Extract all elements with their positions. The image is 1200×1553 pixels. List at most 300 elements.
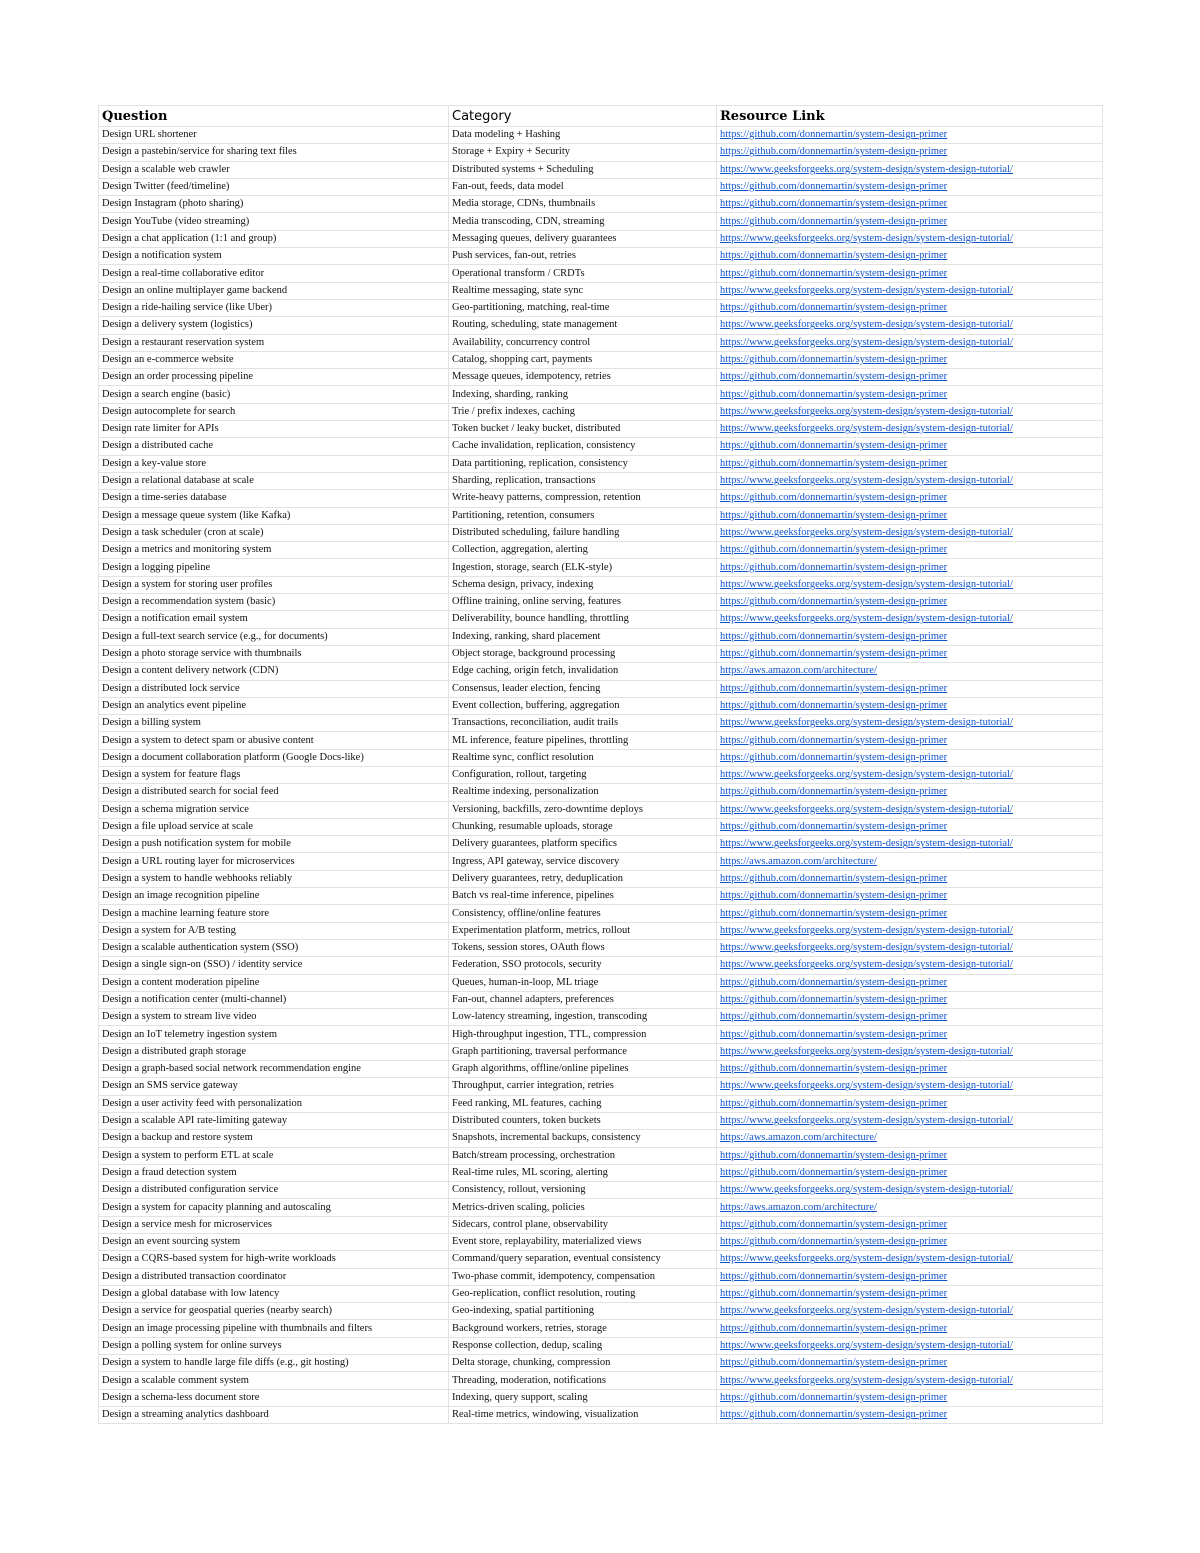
question-cell[interactable]: Design a distributed graph storage xyxy=(99,1043,449,1060)
resource-link-cell[interactable] xyxy=(717,248,1103,265)
resource-link[interactable]: https://www.geeksforgeeks.org/system-design/system-design-tutorial/ xyxy=(720,1045,1013,1057)
question-cell[interactable]: Design a photo storage service with thumbnails xyxy=(99,645,449,662)
question-cell[interactable]: Design a time-series database xyxy=(99,490,449,507)
resource-link-cell[interactable] xyxy=(717,1130,1103,1147)
question-cell[interactable]: Design a scalable authentication system (SSO) xyxy=(99,939,449,956)
question-cell[interactable]: Design an order processing pipeline xyxy=(99,369,449,386)
question-cell[interactable]: Design a machine learning feature store xyxy=(99,905,449,922)
category-cell[interactable]: Delta storage, chunking, compression xyxy=(449,1355,717,1372)
category-cell[interactable]: Batch vs real-time inference, pipelines xyxy=(449,888,717,905)
category-cell[interactable]: Configuration, rollout, targeting xyxy=(449,766,717,783)
resource-link-cell[interactable] xyxy=(717,645,1103,662)
question-cell[interactable]: Design an image processing pipeline with thumbnails and filters xyxy=(99,1320,449,1337)
resource-link-cell[interactable] xyxy=(717,905,1103,922)
category-cell[interactable]: Event store, replayability, materialized views xyxy=(449,1234,717,1251)
category-cell[interactable]: Write-heavy patterns, compression, retention xyxy=(449,490,717,507)
question-cell[interactable]: Design a system for storing user profiles xyxy=(99,576,449,593)
resource-link-cell[interactable] xyxy=(717,680,1103,697)
resource-link[interactable]: https://github.com/donnemartin/system-design-primer xyxy=(720,596,948,608)
category-cell[interactable]: Fan-out, feeds, data model xyxy=(449,178,717,195)
question-cell[interactable]: Design a distributed transaction coordinator xyxy=(99,1268,449,1285)
resource-link-cell[interactable] xyxy=(717,299,1103,316)
resource-link-cell[interactable] xyxy=(717,403,1103,420)
resource-link[interactable]: https://github.com/donnemartin/system-design-primer xyxy=(720,907,948,919)
question-cell[interactable]: Design a key-value store xyxy=(99,455,449,472)
resource-link[interactable]: https://www.geeksforgeeks.org/system-design/system-design-tutorial/ xyxy=(720,475,1013,487)
category-cell[interactable]: Data partitioning, replication, consistency xyxy=(449,455,717,472)
category-cell[interactable]: Geo-partitioning, matching, real-time xyxy=(449,299,717,316)
question-cell[interactable]: Design a pastebin/service for sharing text files xyxy=(99,144,449,161)
category-cell[interactable]: Metrics-driven scaling, policies xyxy=(449,1199,717,1216)
question-cell[interactable]: Design a metrics and monitoring system xyxy=(99,542,449,559)
category-cell[interactable]: Command/query separation, eventual consistency xyxy=(449,1251,717,1268)
category-cell[interactable]: Distributed counters, token buckets xyxy=(449,1112,717,1129)
resource-link[interactable]: https://www.geeksforgeeks.org/system-design/system-design-tutorial/ xyxy=(720,1339,1013,1351)
question-cell[interactable]: Design a search engine (basic) xyxy=(99,386,449,403)
category-cell[interactable]: Offline training, online serving, features xyxy=(449,594,717,611)
category-cell[interactable]: Threading, moderation, notifications xyxy=(449,1372,717,1389)
question-cell[interactable]: Design a system for A/B testing xyxy=(99,922,449,939)
question-cell[interactable]: Design a real-time collaborative editor xyxy=(99,265,449,282)
resource-link-cell[interactable] xyxy=(717,178,1103,195)
category-cell[interactable]: Event collection, buffering, aggregation xyxy=(449,697,717,714)
resource-link-cell[interactable] xyxy=(717,1078,1103,1095)
category-cell[interactable]: Graph algorithms, offline/online pipelines xyxy=(449,1061,717,1078)
category-cell[interactable]: Ingestion, storage, search (ELK-style) xyxy=(449,559,717,576)
resource-link[interactable]: https://www.geeksforgeeks.org/system-design/system-design-tutorial/ xyxy=(720,578,1013,590)
resource-link[interactable]: https://github.com/donnemartin/system-design-primer xyxy=(720,371,948,383)
resource-link[interactable]: https://www.geeksforgeeks.org/system-design/system-design-tutorial/ xyxy=(720,284,1013,296)
category-cell[interactable]: Two-phase commit, idempotency, compensation xyxy=(449,1268,717,1285)
column-header-question[interactable]: Question xyxy=(99,106,449,127)
resource-link[interactable]: https://github.com/donnemartin/system-design-primer xyxy=(720,1097,948,1109)
resource-link-cell[interactable] xyxy=(717,144,1103,161)
resource-link-cell[interactable] xyxy=(717,334,1103,351)
resource-link[interactable]: https://github.com/donnemartin/system-design-primer xyxy=(720,734,948,746)
question-cell[interactable]: Design a restaurant reservation system xyxy=(99,334,449,351)
resource-link-cell[interactable] xyxy=(717,818,1103,835)
question-cell[interactable]: Design a recommendation system (basic) xyxy=(99,594,449,611)
resource-link[interactable]: https://github.com/donnemartin/system-design-primer xyxy=(720,544,948,556)
resource-link[interactable]: https://github.com/donnemartin/system-design-primer xyxy=(720,1288,948,1300)
resource-link[interactable]: https://github.com/donnemartin/system-design-primer xyxy=(720,1166,948,1178)
question-cell[interactable]: Design a system for feature flags xyxy=(99,766,449,783)
resource-link-cell[interactable] xyxy=(717,1164,1103,1181)
question-cell[interactable]: Design a polling system for online surveys xyxy=(99,1337,449,1354)
resource-link[interactable]: https://github.com/donnemartin/system-design-primer xyxy=(720,890,948,902)
question-cell[interactable]: Design YouTube (video streaming) xyxy=(99,213,449,230)
resource-link-cell[interactable] xyxy=(717,1061,1103,1078)
resource-link-cell[interactable] xyxy=(717,542,1103,559)
resource-link[interactable]: https://github.com/donnemartin/system-design-primer xyxy=(720,354,948,365)
category-cell[interactable]: Message queues, idempotency, retries xyxy=(449,369,717,386)
question-cell[interactable]: Design a URL routing layer for microservices xyxy=(99,853,449,870)
category-cell[interactable]: Low-latency streaming, ingestion, transcoding xyxy=(449,1009,717,1026)
resource-link-cell[interactable] xyxy=(717,490,1103,507)
question-cell[interactable]: Design a chat application (1:1 and group) xyxy=(99,230,449,247)
question-cell[interactable]: Design Instagram (photo sharing) xyxy=(99,196,449,213)
resource-link[interactable]: https://github.com/donnemartin/system-design-primer xyxy=(720,267,948,279)
category-cell[interactable]: Ingress, API gateway, service discovery xyxy=(449,853,717,870)
question-cell[interactable]: Design an e-commerce website xyxy=(99,351,449,368)
question-cell[interactable]: Design a user activity feed with personalization xyxy=(99,1095,449,1112)
category-cell[interactable]: Delivery guarantees, retry, deduplication xyxy=(449,870,717,887)
resource-link-cell[interactable] xyxy=(717,628,1103,645)
question-cell[interactable]: Design a logging pipeline xyxy=(99,559,449,576)
resource-link-cell[interactable] xyxy=(717,317,1103,334)
resource-link[interactable]: https://www.geeksforgeeks.org/system-design/system-design-tutorial/ xyxy=(720,838,1013,850)
category-cell[interactable]: Trie / prefix indexes, caching xyxy=(449,403,717,420)
resource-link-cell[interactable] xyxy=(717,1337,1103,1354)
resource-link[interactable]: https://www.geeksforgeeks.org/system-design/system-design-tutorial/ xyxy=(720,613,1013,625)
resource-link[interactable]: https://www.geeksforgeeks.org/system-design/system-design-tutorial/ xyxy=(720,1374,1013,1386)
question-cell[interactable]: Design a message queue system (like Kafka) xyxy=(99,507,449,524)
resource-link-cell[interactable] xyxy=(717,507,1103,524)
category-cell[interactable]: Object storage, background processing xyxy=(449,645,717,662)
resource-link-cell[interactable] xyxy=(717,1026,1103,1043)
resource-link-cell[interactable] xyxy=(717,1251,1103,1268)
resource-link[interactable]: https://github.com/donnemartin/system-design-primer xyxy=(720,1063,948,1075)
resource-link[interactable]: https://github.com/donnemartin/system-design-primer xyxy=(720,872,948,884)
resource-link-cell[interactable] xyxy=(717,1406,1103,1423)
resource-link[interactable]: https://github.com/donnemartin/system-design-primer xyxy=(720,993,948,1005)
question-cell[interactable]: Design Twitter (feed/timeline) xyxy=(99,178,449,195)
resource-link-cell[interactable] xyxy=(717,455,1103,472)
question-cell[interactable]: Design an analytics event pipeline xyxy=(99,697,449,714)
resource-link-cell[interactable] xyxy=(717,576,1103,593)
category-cell[interactable]: Partitioning, retention, consumers xyxy=(449,507,717,524)
resource-link-cell[interactable] xyxy=(717,766,1103,783)
category-cell[interactable]: Transactions, reconciliation, audit trails xyxy=(449,715,717,732)
category-cell[interactable]: Geo-indexing, spatial partitioning xyxy=(449,1303,717,1320)
resource-link[interactable]: https://github.com/donnemartin/system-design-primer xyxy=(720,699,948,711)
question-cell[interactable]: Design a graph-based social network recommendation engine xyxy=(99,1061,449,1078)
category-cell[interactable]: Realtime sync, conflict resolution xyxy=(449,749,717,766)
resource-link-cell[interactable] xyxy=(717,265,1103,282)
resource-link-cell[interactable] xyxy=(717,1182,1103,1199)
resource-link-cell[interactable] xyxy=(717,594,1103,611)
category-cell[interactable]: Delivery guarantees, platform specifics xyxy=(449,836,717,853)
question-cell[interactable]: Design a content moderation pipeline xyxy=(99,974,449,991)
question-cell[interactable]: Design a relational database at scale xyxy=(99,472,449,489)
question-cell[interactable]: Design a task scheduler (cron at scale) xyxy=(99,524,449,541)
category-cell[interactable]: Push services, fan-out, retries xyxy=(449,248,717,265)
category-cell[interactable]: Fan-out, channel adapters, preferences xyxy=(449,991,717,1008)
question-cell[interactable]: Design a service for geospatial queries (nearby search) xyxy=(99,1303,449,1320)
category-cell[interactable]: High-throughput ingestion, TTL, compression xyxy=(449,1026,717,1043)
resource-link-cell[interactable] xyxy=(717,836,1103,853)
resource-link[interactable]: https://aws.amazon.com/architecture/ xyxy=(720,665,877,677)
category-cell[interactable]: Tokens, session stores, OAuth flows xyxy=(449,939,717,956)
resource-link[interactable]: https://www.geeksforgeeks.org/system-design/system-design-tutorial/ xyxy=(720,336,1013,348)
question-cell[interactable]: Design a notification email system xyxy=(99,611,449,628)
resource-link[interactable]: https://www.geeksforgeeks.org/system-design/system-design-tutorial/ xyxy=(720,1080,1013,1092)
resource-link[interactable]: https://www.geeksforgeeks.org/system-design/system-design-tutorial/ xyxy=(720,717,1013,729)
resource-link[interactable]: https://aws.amazon.com/architecture/ xyxy=(720,855,877,867)
resource-link[interactable]: https://www.geeksforgeeks.org/system-design/system-design-tutorial/ xyxy=(720,232,1013,244)
resource-link-cell[interactable] xyxy=(717,888,1103,905)
category-cell[interactable]: Cache invalidation, replication, consistency xyxy=(449,438,717,455)
question-cell[interactable]: Design a distributed cache xyxy=(99,438,449,455)
resource-link[interactable]: https://www.geeksforgeeks.org/system-design/system-design-tutorial/ xyxy=(720,959,1013,971)
resource-link-cell[interactable] xyxy=(717,351,1103,368)
category-cell[interactable]: Token bucket / leaky bucket, distributed xyxy=(449,421,717,438)
resource-link[interactable]: https://github.com/donnemartin/system-design-primer xyxy=(720,181,948,193)
question-cell[interactable]: Design autocomplete for search xyxy=(99,403,449,420)
question-cell[interactable]: Design a notification system xyxy=(99,248,449,265)
category-cell[interactable]: Batch/stream processing, orchestration xyxy=(449,1147,717,1164)
question-cell[interactable]: Design a distributed search for social feed xyxy=(99,784,449,801)
resource-link-cell[interactable] xyxy=(717,127,1103,144)
category-cell[interactable]: Chunking, resumable uploads, storage xyxy=(449,818,717,835)
resource-link-cell[interactable] xyxy=(717,1199,1103,1216)
resource-link-cell[interactable] xyxy=(717,438,1103,455)
resource-link-cell[interactable] xyxy=(717,784,1103,801)
resource-link-cell[interactable] xyxy=(717,369,1103,386)
category-cell[interactable]: Distributed systems + Scheduling xyxy=(449,161,717,178)
resource-link-cell[interactable] xyxy=(717,1216,1103,1233)
category-cell[interactable]: Federation, SSO protocols, security xyxy=(449,957,717,974)
resource-link-cell[interactable] xyxy=(717,213,1103,230)
resource-link-cell[interactable] xyxy=(717,1355,1103,1372)
resource-link[interactable]: https://aws.amazon.com/architecture/ xyxy=(720,1201,877,1213)
resource-link[interactable]: https://github.com/donnemartin/system-design-primer xyxy=(720,198,948,210)
category-cell[interactable]: Consensus, leader election, fencing xyxy=(449,680,717,697)
category-cell[interactable]: Real-time metrics, windowing, visualization xyxy=(449,1406,717,1423)
resource-link[interactable]: https://www.geeksforgeeks.org/system-design/system-design-tutorial/ xyxy=(720,942,1013,954)
resource-link-cell[interactable] xyxy=(717,230,1103,247)
question-cell[interactable]: Design a streaming analytics dashboard xyxy=(99,1406,449,1423)
resource-link[interactable]: https://github.com/donnemartin/system-design-primer xyxy=(720,302,948,314)
resource-link-cell[interactable] xyxy=(717,611,1103,628)
resource-link[interactable]: https://github.com/donnemartin/system-design-primer xyxy=(720,1236,948,1248)
category-cell[interactable]: Queues, human-in-loop, ML triage xyxy=(449,974,717,991)
resource-link[interactable]: https://github.com/donnemartin/system-design-primer xyxy=(720,215,948,227)
question-cell[interactable]: Design a content delivery network (CDN) xyxy=(99,663,449,680)
resource-link-cell[interactable] xyxy=(717,1389,1103,1406)
resource-link-cell[interactable] xyxy=(717,974,1103,991)
resource-link-cell[interactable] xyxy=(717,749,1103,766)
category-cell[interactable]: Sharding, replication, transactions xyxy=(449,472,717,489)
resource-link-cell[interactable] xyxy=(717,1043,1103,1060)
resource-link-cell[interactable] xyxy=(717,663,1103,680)
resource-link[interactable]: https://github.com/donnemartin/system-design-primer xyxy=(720,786,948,798)
question-cell[interactable]: Design rate limiter for APIs xyxy=(99,421,449,438)
question-cell[interactable]: Design a document collaboration platform (Google Docs-like) xyxy=(99,749,449,766)
resource-link-cell[interactable] xyxy=(717,1009,1103,1026)
category-cell[interactable]: Data modeling + Hashing xyxy=(449,127,717,144)
resource-link[interactable]: https://www.geeksforgeeks.org/system-design/system-design-tutorial/ xyxy=(720,1115,1013,1127)
resource-link[interactable]: https://aws.amazon.com/architecture/ xyxy=(720,1132,877,1144)
resource-link-cell[interactable] xyxy=(717,1268,1103,1285)
resource-link[interactable]: https://github.com/donnemartin/system-design-primer xyxy=(720,1218,948,1230)
resource-link-cell[interactable] xyxy=(717,421,1103,438)
resource-link-cell[interactable] xyxy=(717,732,1103,749)
question-cell[interactable]: Design a system to handle webhooks reliably xyxy=(99,870,449,887)
question-cell[interactable]: Design a schema migration service xyxy=(99,801,449,818)
question-cell[interactable]: Design a schema-less document store xyxy=(99,1389,449,1406)
resource-link[interactable]: https://github.com/donnemartin/system-design-primer xyxy=(720,821,948,833)
resource-link[interactable]: https://github.com/donnemartin/system-design-primer xyxy=(720,1322,948,1334)
resource-link-cell[interactable] xyxy=(717,524,1103,541)
category-cell[interactable]: Sidecars, control plane, observability xyxy=(449,1216,717,1233)
resource-link[interactable]: https://www.geeksforgeeks.org/system-design/system-design-tutorial/ xyxy=(720,423,1013,435)
question-cell[interactable]: Design a fraud detection system xyxy=(99,1164,449,1181)
question-cell[interactable]: Design a billing system xyxy=(99,715,449,732)
resource-link[interactable]: https://github.com/donnemartin/system-design-primer xyxy=(720,648,948,660)
category-cell[interactable]: Realtime messaging, state sync xyxy=(449,282,717,299)
question-cell[interactable]: Design a push notification system for mobile xyxy=(99,836,449,853)
question-cell[interactable]: Design a ride-hailing service (like Uber) xyxy=(99,299,449,316)
category-cell[interactable]: Storage + Expiry + Security xyxy=(449,144,717,161)
resource-link-cell[interactable] xyxy=(717,1303,1103,1320)
question-cell[interactable]: Design a single sign-on (SSO) / identity service xyxy=(99,957,449,974)
resource-link[interactable]: https://www.geeksforgeeks.org/system-design/system-design-tutorial/ xyxy=(720,526,1013,538)
resource-link-cell[interactable] xyxy=(717,870,1103,887)
resource-link[interactable]: https://github.com/donnemartin/system-design-primer xyxy=(720,1011,948,1023)
resource-link[interactable]: https://github.com/donnemartin/system-design-primer xyxy=(720,492,948,504)
resource-link[interactable]: https://github.com/donnemartin/system-design-primer xyxy=(720,1028,948,1040)
resource-link[interactable]: https://www.geeksforgeeks.org/system-design/system-design-tutorial/ xyxy=(720,924,1013,936)
resource-link-cell[interactable] xyxy=(717,957,1103,974)
category-cell[interactable]: Media transcoding, CDN, streaming xyxy=(449,213,717,230)
category-cell[interactable]: Throughput, carrier integration, retries xyxy=(449,1078,717,1095)
resource-link[interactable]: https://github.com/donnemartin/system-design-primer xyxy=(720,509,948,521)
category-cell[interactable]: Catalog, shopping cart, payments xyxy=(449,351,717,368)
category-cell[interactable]: Feed ranking, ML features, caching xyxy=(449,1095,717,1112)
resource-link-cell[interactable] xyxy=(717,1095,1103,1112)
category-cell[interactable]: Consistency, rollout, versioning xyxy=(449,1182,717,1199)
resource-link-cell[interactable] xyxy=(717,991,1103,1008)
question-cell[interactable]: Design a system to perform ETL at scale xyxy=(99,1147,449,1164)
resource-link-cell[interactable] xyxy=(717,853,1103,870)
question-cell[interactable]: Design a notification center (multi-channel) xyxy=(99,991,449,1008)
resource-link-cell[interactable] xyxy=(717,196,1103,213)
question-cell[interactable]: Design an IoT telemetry ingestion system xyxy=(99,1026,449,1043)
resource-link-cell[interactable] xyxy=(717,922,1103,939)
resource-link[interactable]: https://github.com/donnemartin/system-design-primer xyxy=(720,1149,948,1161)
resource-link[interactable]: https://github.com/donnemartin/system-design-primer xyxy=(720,440,948,452)
category-cell[interactable]: Messaging queues, delivery guarantees xyxy=(449,230,717,247)
resource-link[interactable]: https://github.com/donnemartin/system-design-primer xyxy=(720,1270,948,1282)
category-cell[interactable]: Media storage, CDNs, thumbnails xyxy=(449,196,717,213)
resource-link[interactable]: https://www.geeksforgeeks.org/system-design/system-design-tutorial/ xyxy=(720,405,1013,417)
resource-link-cell[interactable] xyxy=(717,1372,1103,1389)
category-cell[interactable]: Graph partitioning, traversal performance xyxy=(449,1043,717,1060)
question-cell[interactable]: Design an online multiplayer game backend xyxy=(99,282,449,299)
resource-link-cell[interactable] xyxy=(717,1112,1103,1129)
resource-link-cell[interactable] xyxy=(717,939,1103,956)
resource-link[interactable]: https://github.com/donnemartin/system-design-primer xyxy=(720,250,948,262)
category-cell[interactable]: Versioning, backfills, zero-downtime deploys xyxy=(449,801,717,818)
resource-link[interactable]: https://github.com/donnemartin/system-design-primer xyxy=(720,682,948,694)
resource-link[interactable]: https://github.com/donnemartin/system-design-primer xyxy=(720,751,948,763)
question-cell[interactable]: Design a scalable comment system xyxy=(99,1372,449,1389)
question-cell[interactable]: Design a full-text search service (e.g., for documents) xyxy=(99,628,449,645)
resource-link[interactable]: https://www.geeksforgeeks.org/system-design/system-design-tutorial/ xyxy=(720,163,1013,175)
question-cell[interactable]: Design an event sourcing system xyxy=(99,1234,449,1251)
question-cell[interactable]: Design a backup and restore system xyxy=(99,1130,449,1147)
resource-link[interactable]: https://www.geeksforgeeks.org/system-design/system-design-tutorial/ xyxy=(720,769,1013,781)
question-cell[interactable]: Design a file upload service at scale xyxy=(99,818,449,835)
category-cell[interactable]: Indexing, sharding, ranking xyxy=(449,386,717,403)
question-cell[interactable]: Design URL shortener xyxy=(99,127,449,144)
question-cell[interactable]: Design an SMS service gateway xyxy=(99,1078,449,1095)
resource-link-cell[interactable] xyxy=(717,715,1103,732)
column-header-category[interactable]: Category xyxy=(449,106,717,127)
resource-link[interactable]: https://github.com/donnemartin/system-design-primer xyxy=(720,1409,948,1421)
resource-link[interactable]: https://www.geeksforgeeks.org/system-design/system-design-tutorial/ xyxy=(720,803,1013,815)
category-cell[interactable]: ML inference, feature pipelines, throttling xyxy=(449,732,717,749)
resource-link[interactable]: https://www.geeksforgeeks.org/system-design/system-design-tutorial/ xyxy=(720,1184,1013,1196)
category-cell[interactable]: Consistency, offline/online features xyxy=(449,905,717,922)
category-cell[interactable]: Collection, aggregation, alerting xyxy=(449,542,717,559)
resource-link-cell[interactable] xyxy=(717,1234,1103,1251)
question-cell[interactable]: Design a scalable web crawler xyxy=(99,161,449,178)
resource-link-cell[interactable] xyxy=(717,1147,1103,1164)
resource-link[interactable]: https://github.com/donnemartin/system-design-primer xyxy=(720,146,948,158)
category-cell[interactable]: Distributed scheduling, failure handling xyxy=(449,524,717,541)
category-cell[interactable]: Indexing, ranking, shard placement xyxy=(449,628,717,645)
category-cell[interactable]: Experimentation platform, metrics, rollout xyxy=(449,922,717,939)
category-cell[interactable]: Indexing, query support, scaling xyxy=(449,1389,717,1406)
resource-link[interactable]: https://github.com/donnemartin/system-design-primer xyxy=(720,1357,948,1369)
resource-link[interactable]: https://www.geeksforgeeks.org/system-design/system-design-tutorial/ xyxy=(720,1253,1013,1265)
category-cell[interactable]: Geo-replication, conflict resolution, routing xyxy=(449,1285,717,1302)
category-cell[interactable]: Real-time rules, ML scoring, alerting xyxy=(449,1164,717,1181)
column-header-resource-link[interactable]: Resource Link xyxy=(717,106,1103,127)
question-cell[interactable]: Design a distributed configuration service xyxy=(99,1182,449,1199)
category-cell[interactable]: Availability, concurrency control xyxy=(449,334,717,351)
question-cell[interactable]: Design a system to detect spam or abusive content xyxy=(99,732,449,749)
resource-link[interactable]: https://github.com/donnemartin/system-design-primer xyxy=(720,561,948,573)
category-cell[interactable]: Snapshots, incremental backups, consistency xyxy=(449,1130,717,1147)
resource-link[interactable]: https://github.com/donnemartin/system-design-primer xyxy=(720,388,948,400)
resource-link[interactable]: https://github.com/donnemartin/system-design-primer xyxy=(720,129,948,141)
category-cell[interactable]: Deliverability, bounce handling, throttling xyxy=(449,611,717,628)
resource-link-cell[interactable] xyxy=(717,161,1103,178)
question-cell[interactable]: Design a system to handle large file diffs (e.g., git hosting) xyxy=(99,1355,449,1372)
resource-link[interactable]: https://www.geeksforgeeks.org/system-design/system-design-tutorial/ xyxy=(720,319,1013,331)
question-cell[interactable]: Design an image recognition pipeline xyxy=(99,888,449,905)
category-cell[interactable]: Response collection, dedup, scaling xyxy=(449,1337,717,1354)
question-cell[interactable]: Design a system to stream live video xyxy=(99,1009,449,1026)
resource-link[interactable]: https://github.com/donnemartin/system-design-primer xyxy=(720,1391,948,1403)
question-cell[interactable]: Design a delivery system (logistics) xyxy=(99,317,449,334)
resource-link-cell[interactable] xyxy=(717,801,1103,818)
resource-link-cell[interactable] xyxy=(717,1285,1103,1302)
resource-link-cell[interactable] xyxy=(717,697,1103,714)
resource-link[interactable]: https://www.geeksforgeeks.org/system-design/system-design-tutorial/ xyxy=(720,1305,1013,1317)
resource-link-cell[interactable] xyxy=(717,472,1103,489)
category-cell[interactable]: Routing, scheduling, state management xyxy=(449,317,717,334)
resource-link-cell[interactable] xyxy=(717,386,1103,403)
resource-link[interactable]: https://github.com/donnemartin/system-design-primer xyxy=(720,630,948,642)
question-cell[interactable]: Design a system for capacity planning and autoscaling xyxy=(99,1199,449,1216)
resource-link-cell[interactable] xyxy=(717,282,1103,299)
question-cell[interactable]: Design a distributed lock service xyxy=(99,680,449,697)
resource-link[interactable]: https://github.com/donnemartin/system-design-primer xyxy=(720,457,948,469)
category-cell[interactable]: Realtime indexing, personalization xyxy=(449,784,717,801)
resource-link[interactable]: https://github.com/donnemartin/system-design-primer xyxy=(720,976,948,988)
resource-link-cell[interactable] xyxy=(717,559,1103,576)
question-cell[interactable]: Design a global database with low latency xyxy=(99,1285,449,1302)
category-cell[interactable]: Operational transform / CRDTs xyxy=(449,265,717,282)
question-cell[interactable]: Design a CQRS-based system for high-write workloads xyxy=(99,1251,449,1268)
resource-link-cell[interactable] xyxy=(717,1320,1103,1337)
category-cell[interactable]: Background workers, retries, storage xyxy=(449,1320,717,1337)
category-cell[interactable]: Schema design, privacy, indexing xyxy=(449,576,717,593)
